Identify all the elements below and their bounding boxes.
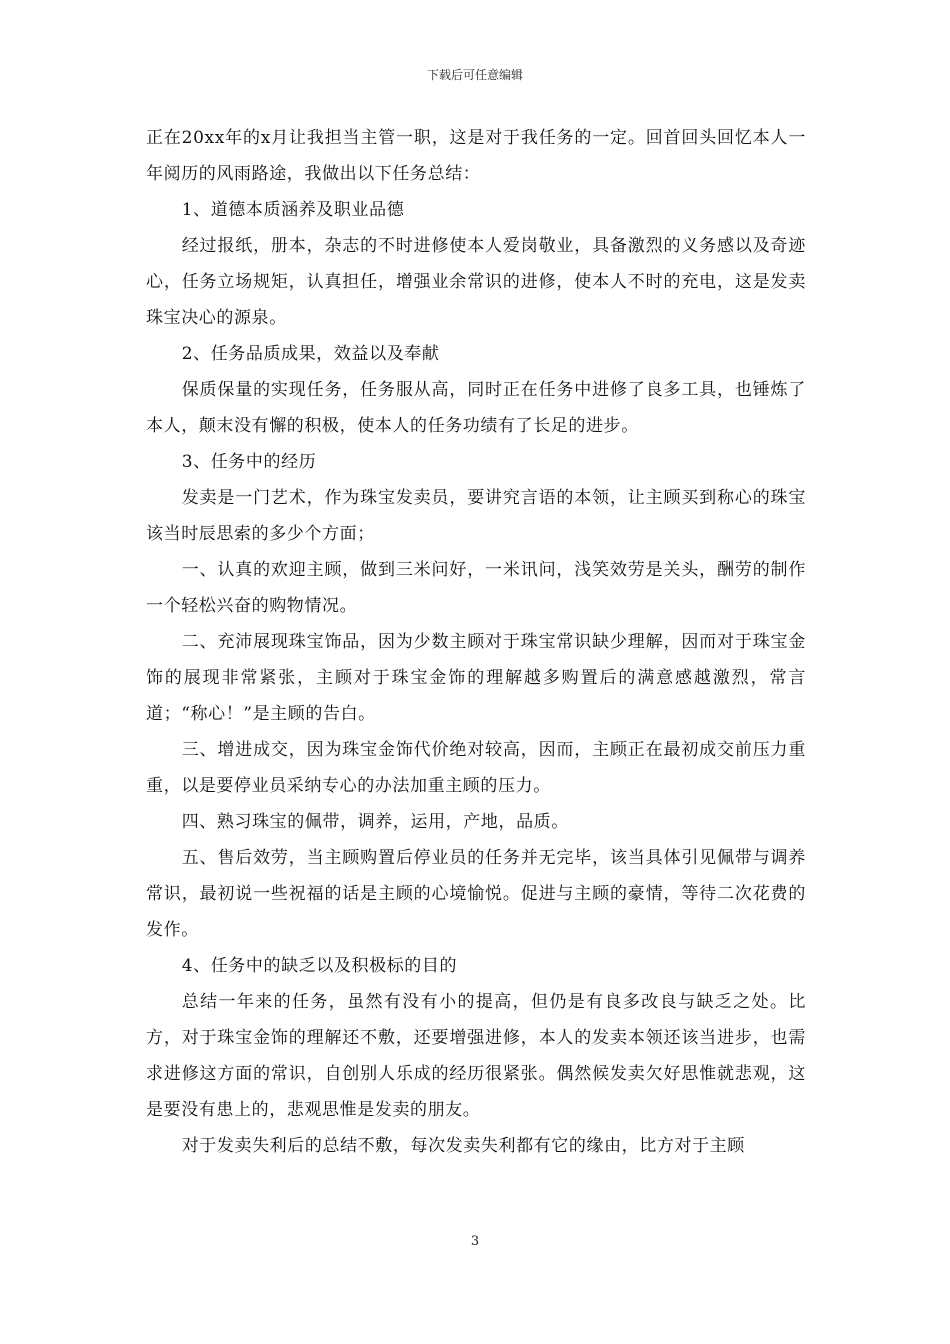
- page-number: 3: [470, 1234, 480, 1249]
- list-item: 二、充沛展现珠宝饰品，因为少数主顾对于珠宝常识缺少理解，因而对于珠宝金饰的展现非常紧张，主顾对于珠宝金饰的理解越多购置后的满意感越激烈，常言道；“称心！”是主顾的告白。: [146, 632, 806, 724]
- section-heading: 3、任务中的经历: [181, 452, 317, 472]
- section-heading: 4、任务中的缺乏以及积极标的目的: [181, 956, 458, 976]
- paragraph: 正在20xx年的x月让我担当主管一职，这是对于我任务的一定。回首回头回忆本人一年阅历的风雨路途，我做出以下任务总结：: [146, 128, 806, 184]
- section-heading: 1、道德本质涵养及职业品德: [181, 200, 405, 220]
- list-item: 三、增进成交，因为珠宝金饰代价绝对较高，因而，主顾正在最初成交前压力重重，以是要停业员采纳专心的办法加重主顾的压力。: [146, 740, 806, 796]
- paragraph: 对于发卖失利后的总结不敷，每次发卖失利都有它的缘由，比方对于主顾: [181, 1136, 745, 1156]
- section-heading: 2、任务品质成果，效益以及奉献: [181, 344, 440, 364]
- list-item: 五、售后效劳，当主顾购置后停业员的任务并无完毕，该当具体引见佩带与调养常识，最初说一些祝福的话是主顾的心境愉悦。促进与主顾的豪情，等待二次花费的发作。: [146, 848, 806, 940]
- document-body: [146, 120, 806, 1164]
- paragraph: 总结一年来的任务，虽然有没有小的提高，但仍是有良多改良与缺乏之处。比方，对于珠宝金饰的理解还不敷，还要增强进修，本人的发卖本领还该当进步，也需求进修这方面的常识，自创别人乐成的经历很紧张。偶然候发卖欠好思惟就悲观，这是要没有患上的，悲观思惟是发卖的朋友。: [146, 992, 806, 1120]
- list-item: 一、认真的欢迎主顾，做到三米问好，一米讯问，浅笑效劳是关头，酬劳的制作一个轻松兴奋的购物情况。: [146, 560, 806, 616]
- paragraph: 保质保量的实现任务，任务服从高，同时正在任务中进修了良多工具，也锤炼了本人，颠末没有懈的积极，使本人的任务功绩有了长足的进步。: [146, 380, 806, 436]
- paragraph: 经过报纸，册本，杂志的不时进修使本人爱岗敬业，具备激烈的义务感以及奇迹心，任务立场规矩，认真担任，增强业余常识的进修，使本人不时的充电，这是发卖珠宝决心的源泉。: [146, 236, 806, 328]
- paragraph: 发卖是一门艺术，作为珠宝发卖员，要讲究言语的本领，让主顾买到称心的珠宝该当时辰思索的多少个方面；: [146, 488, 806, 544]
- page-header: 下载后可任意编辑: [426, 68, 523, 82]
- list-item: 四、熟习珠宝的佩带，调养，运用，产地，品质。: [181, 812, 569, 832]
